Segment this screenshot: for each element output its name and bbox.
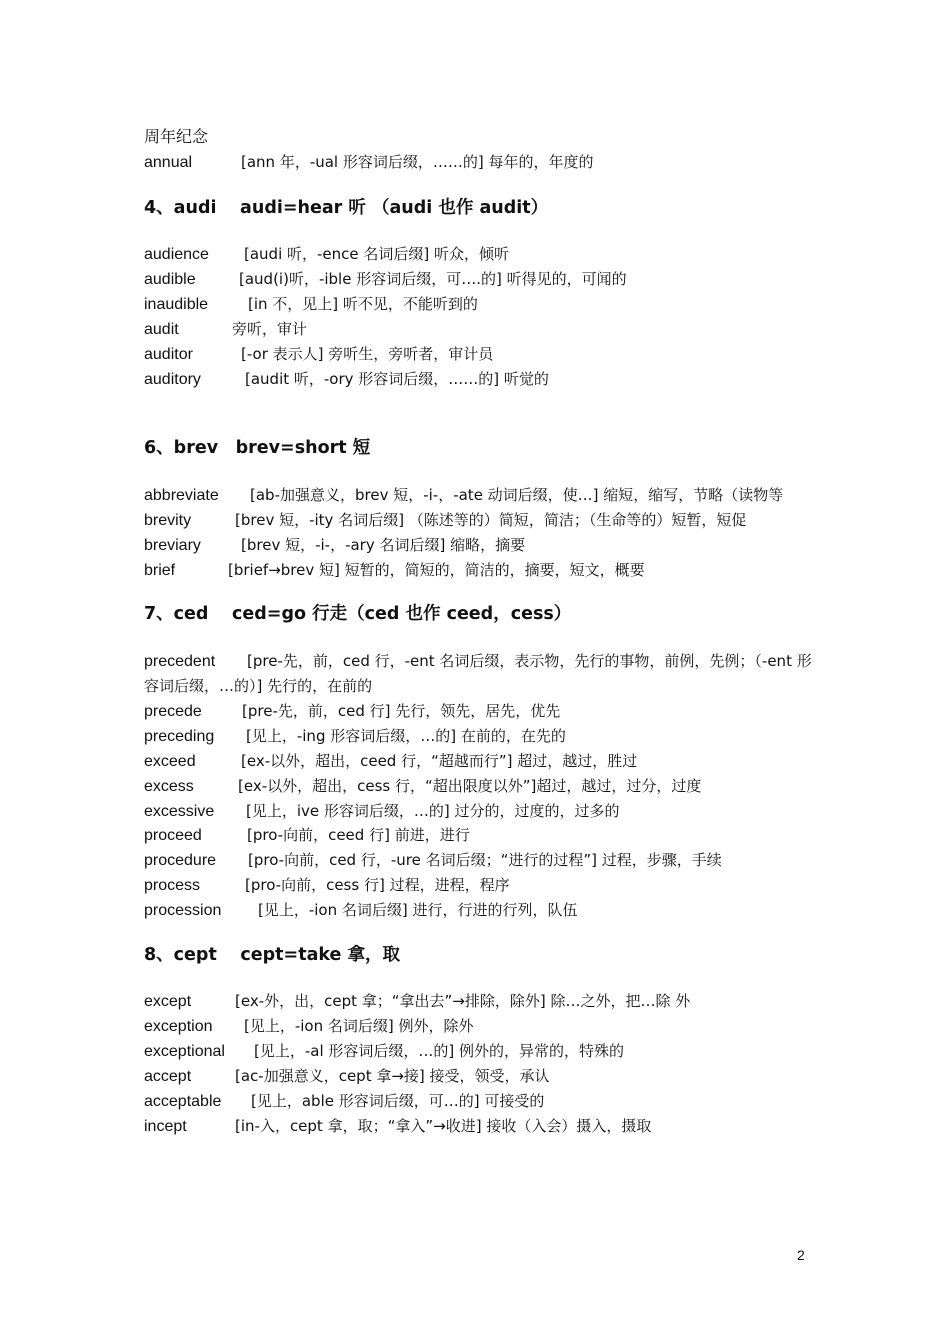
entry-definition: [ex-外，出，cept 拿；“拿出去”→排除，除外] 除…之外，把…除 外: [235, 992, 691, 1010]
entry-definition: [brev 短，-ity 名词后缀] （陈述等的）简短，简洁；（生命等的）短暂，短促: [235, 511, 747, 529]
page-number: 2: [797, 1247, 805, 1263]
entry-definition: [brev 短，-i-，-ary 名词后缀] 缩略，摘要: [241, 536, 526, 554]
entry-definition: [见上，-ion 名词后缀] 进行，行进的行列，队伍: [258, 901, 578, 919]
entry-audible: [144, 269, 627, 290]
entry-precedent-continued: [144, 676, 372, 696]
entry-word: audience: [144, 246, 209, 263]
entry-word: proceed: [144, 827, 202, 844]
entry-accept: [144, 1066, 550, 1087]
entry-brevity: [144, 510, 746, 531]
entry-word: brevity: [144, 512, 192, 529]
entry-definition: [-or 表示人] 旁听生，旁听者，审计员: [241, 345, 494, 363]
entry-definition: [pro-向前，cess 行] 过程，进程，程序: [245, 876, 510, 894]
entry-definition: [ann 年，-ual 形容词后缀，……的] 每年的，年度的: [241, 153, 594, 171]
entry-definition: [见上，able 形容词后缀，可…的] 可接受的: [251, 1092, 545, 1110]
entry-word: auditor: [144, 346, 193, 363]
entry-word: process: [144, 877, 201, 894]
entry-exceptional: [144, 1041, 624, 1062]
entry-annual: [144, 152, 594, 173]
entry-word: auditory: [144, 371, 201, 388]
entry-definition: [pro-向前，ceed 行] 前进，进行: [247, 826, 470, 844]
entry-word: brief: [144, 562, 176, 579]
entry-word: abbreviate: [144, 487, 219, 504]
entry-preceding: [144, 726, 566, 747]
entry-definition: [audi 听，-ence 名词后缀] 听众，倾听: [244, 245, 510, 263]
entry-exception: [144, 1016, 474, 1037]
entry-definition: [ab-加强意义，brev 短，-i-，-ate 动词后缀，使…] 缩短，缩写，节略（读物等: [250, 486, 784, 504]
entry-acceptable: [144, 1091, 544, 1112]
entry-inaudible: [144, 294, 478, 315]
entry-definition: [pro-向前，ced 行，-ure 名词后缀；“进行的过程”] 过程，步骤，手续: [248, 851, 722, 869]
section-heading-brev: 6、brev brev=short 短: [144, 438, 371, 458]
section-heading-ced: 7、ced ced=go 行走（ced 也作 ceed，cess）: [144, 604, 572, 624]
entry-except: [144, 991, 690, 1012]
entry-procession: [144, 900, 578, 921]
entry-word: exceed: [144, 753, 196, 770]
entry-definition: [ex-以外，超出，cess 行，“超出限度以外”]超过，越过，过分，过度: [238, 777, 702, 795]
entry-auditor: [144, 344, 493, 365]
entry-definition: [见上，-ing 形容词后缀，…的] 在前的，在先的: [246, 727, 566, 745]
intro-line: 周年纪念: [144, 127, 209, 146]
entry-definition: [ex-以外，超出，ceed 行，“超越而行”] 超过，越过，胜过: [241, 752, 638, 770]
entry-process: [144, 875, 510, 896]
entry-audience: [144, 244, 509, 265]
entry-word: annual: [144, 154, 193, 171]
entry-word: precedent: [144, 653, 216, 670]
entry-word: acceptable: [144, 1093, 222, 1110]
entry-incept: [144, 1116, 651, 1137]
entry-word: breviary: [144, 537, 201, 554]
entry-word: incept: [144, 1118, 187, 1135]
entry-word: accept: [144, 1068, 192, 1085]
entry-proceed: [144, 825, 470, 846]
entry-procedure: [144, 850, 722, 871]
entry-excessive: [144, 801, 620, 822]
entry-definition: [pre-先，前，ced 行，-ent 名词后缀，表示物，先行的事物，前例，先例；（-ent 形: [247, 652, 812, 670]
entry-word: except: [144, 993, 192, 1010]
entry-definition: [见上，-ion 名词后缀] 例外，除外: [244, 1017, 474, 1035]
entry-brief: [144, 560, 645, 581]
entry-precede: [144, 701, 560, 722]
entry-exceed: [144, 751, 637, 772]
entry-definition: [brief→brev 短] 短暂的，简短的，简洁的，摘要，短文，概要: [228, 561, 645, 579]
entry-word: exception: [144, 1018, 213, 1035]
entry-word: audible: [144, 271, 196, 288]
entry-excess: [144, 776, 701, 797]
entry-definition: [见上，-al 形容词后缀，…的] 例外的，异常的，特殊的: [254, 1042, 625, 1060]
entry-definition: [见上，ive 形容词后缀，…的] 过分的，过度的，过多的: [246, 802, 620, 820]
entry-word: procession: [144, 902, 222, 919]
entry-word: preceding: [144, 728, 215, 745]
section-heading-audi: 4、audi audi=hear 听 （audi 也作 audit）: [144, 198, 549, 218]
entry-definition: [in-入，cept 拿，取；“拿入”→收进] 接收（入会）摄入，摄取: [235, 1117, 652, 1135]
entry-word: excess: [144, 778, 194, 795]
entry-word: audit: [144, 321, 179, 338]
entry-definition: 旁听，审计: [232, 320, 308, 338]
entry-definition-continued: 容词后缀，…的）] 先行的，在前的: [144, 677, 373, 695]
entry-word: inaudible: [144, 296, 209, 313]
entry-audit: [144, 319, 307, 340]
entry-definition: [pre-先，前，ced 行] 先行，领先，居先，优先: [242, 702, 561, 720]
entry-precedent: [144, 651, 812, 672]
entry-word: exceptional: [144, 1043, 225, 1060]
entry-auditory: [144, 369, 549, 390]
entry-word: precede: [144, 703, 202, 720]
entry-definition: [audit 听，-ory 形容词后缀，……的] 听觉的: [245, 370, 549, 388]
entry-word: procedure: [144, 852, 217, 869]
entry-abbreviate: [144, 485, 783, 506]
entry-definition: [in 不，见上] 听不见，不能听到的: [248, 295, 478, 313]
entry-breviary: [144, 535, 525, 556]
entry-word: excessive: [144, 803, 215, 820]
entry-definition: [ac-加强意义，cept 拿→接] 接受，领受，承认: [235, 1067, 550, 1085]
entry-definition: [aud(i)听，-ible 形容词后缀，可….的] 听得见的，可闻的: [239, 270, 627, 288]
section-heading-cept: 8、cept cept=take 拿，取: [144, 945, 401, 965]
